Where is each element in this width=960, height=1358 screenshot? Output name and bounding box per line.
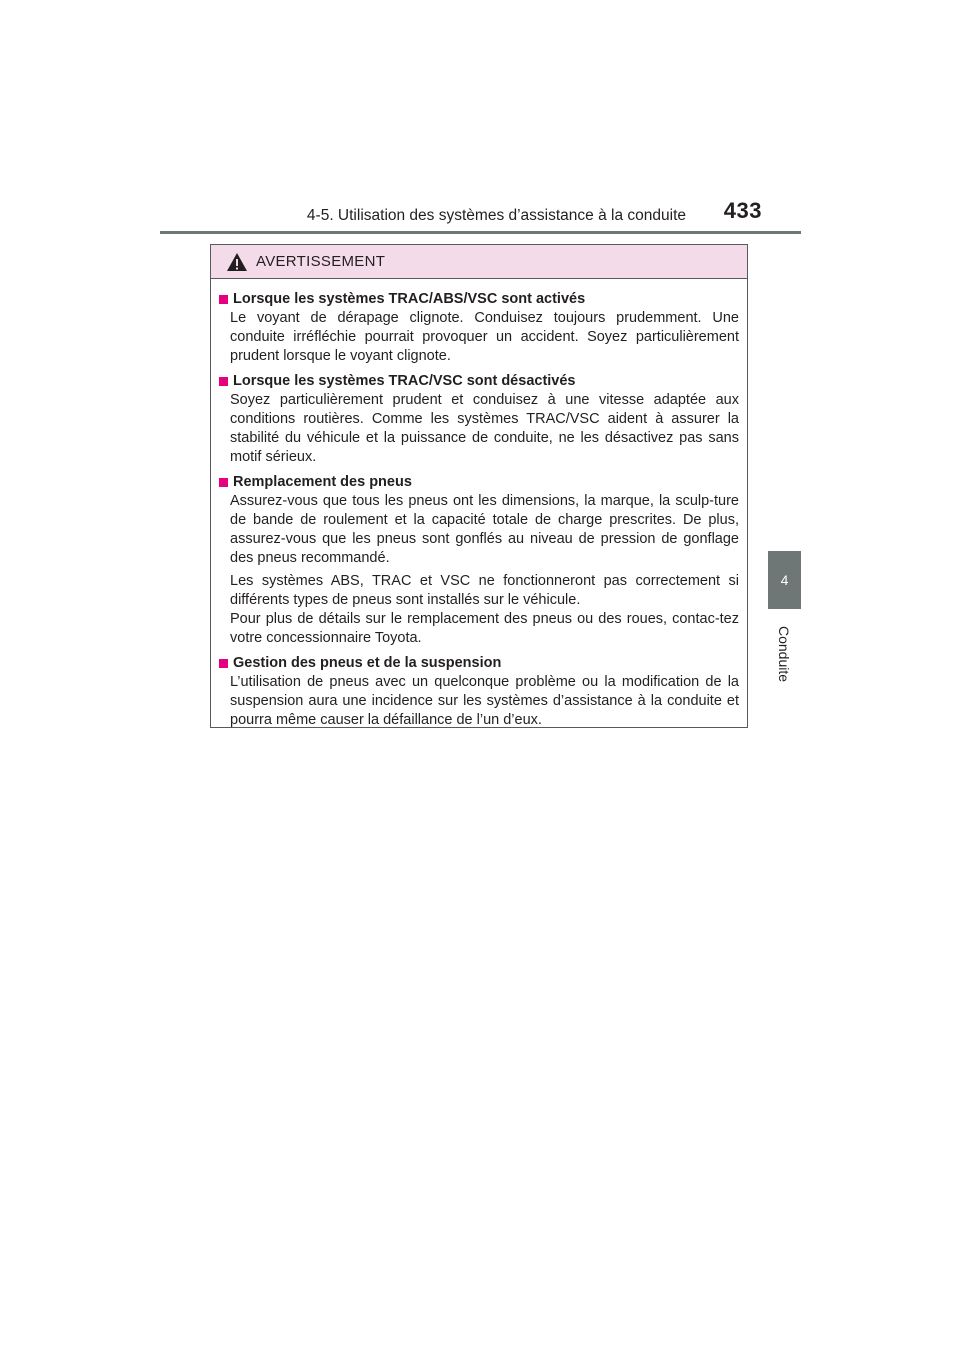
chapter-tab-number: 4: [780, 572, 789, 588]
warning-label: AVERTISSEMENT: [256, 253, 386, 270]
paragraph: Assurez-vous que tous les pneus ont les dimensions, la marque, la sculp-ture de bande de roulement et la capacité totale de charge prescrites. De plus, assurez-vous que les pneus sont gonflés au niveau de pression de gonflage des pneus recommandé.: [230, 493, 739, 566]
chapter-tab-label: Conduite: [776, 625, 792, 683]
paragraph: Les systèmes ABS, TRAC et VSC ne fonctionneront pas correctement si différents types de pneus sont installés sur le véhicule.: [230, 573, 739, 608]
paragraph: Le voyant de dérapage clignote. Conduisez toujours prudemment. Une conduite irréfléchie pourrait provoquer un accident. Soyez particulièrement prudent lorsque le voyant clignote.: [230, 310, 739, 364]
section-heading: [219, 289, 739, 309]
section-heading: [219, 472, 739, 492]
section-title: 4-5. Utilisation des systèmes d’assistance à la conduite: [306, 207, 686, 224]
bullet-square-icon: [219, 659, 228, 668]
paragraph: L’utilisation de pneus avec un quelconque problème ou la modification de la suspension aura une incidence sur les systèmes d’assistance à la conduite et pourra même causer la défaillance de l’un d’eux.: [230, 674, 739, 728]
header-rule: [160, 231, 801, 234]
warning-body: [211, 279, 747, 730]
warning-section: [219, 371, 739, 467]
bullet-square-icon: [219, 377, 228, 386]
warning-section: [219, 653, 739, 730]
paragraph: Pour plus de détails sur le remplacement des pneus ou des roues, contac-tez votre concessionnaire Toyota.: [230, 611, 739, 646]
section-heading-text: Lorsque les systèmes TRAC/ABS/VSC sont activés: [233, 291, 586, 307]
section-heading-text: Lorsque les systèmes TRAC/VSC sont désactivés: [233, 373, 576, 389]
warning-box: [210, 244, 748, 728]
chapter-tab[interactable]: [768, 551, 801, 609]
section-heading: [219, 653, 739, 673]
warning-section: [219, 289, 739, 366]
warning-header: [211, 245, 747, 279]
warning-section: [219, 472, 739, 648]
section-heading: [219, 371, 739, 391]
bullet-square-icon: [219, 295, 228, 304]
bullet-square-icon: [219, 478, 228, 487]
warning-triangle-icon: [226, 252, 248, 272]
paragraph: Soyez particulièrement prudent et conduisez à une vitesse adaptée aux conditions routières. Comme les systèmes TRAC/VSC aident à assurer la stabilité du véhicule et la puissance de conduite, ne les désactivez pas sans motif sérieux.: [230, 392, 739, 465]
page-number: 433: [723, 198, 762, 223]
section-heading-text: Remplacement des pneus: [233, 474, 412, 490]
section-heading-text: Gestion des pneus et de la suspension: [233, 655, 502, 671]
